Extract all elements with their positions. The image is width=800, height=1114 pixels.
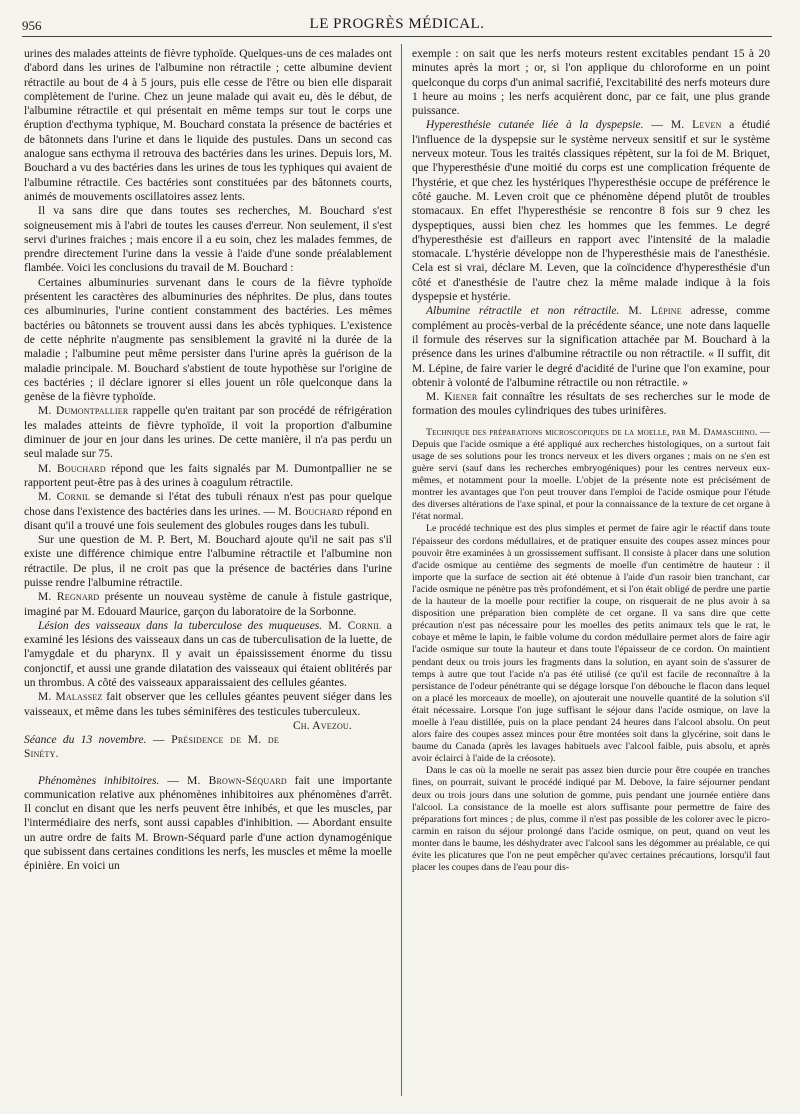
paragraph-text: — Depuis que l'acide osmique a été appliqué aux recherches histologiques, on a surtout fait usage de ses solutions pour les troncs nerveux et les divers organes ; mais on ne s'en est guère servi (sauf dans les recherches embryogéniques) pour les centres nerveux eux-mêmes, et notamment pour la moelle. L'objet de la présente note est précisément de montrer les avantages que l'on peut trouver dans l'emploi de l'acide osmique pour l'étude des diverses altérations de l'axe spinal, et pour la connaissance de la texture de cet organe à l'état normal. — [412, 426, 770, 523]
speaker-name: — M. Leven — [643, 119, 722, 132]
paragraph: Sur une question de M. P. Bert, M. Bouchard ajoute qu'il ne sait pas s'il existe une différence chimique entre l'albumine rétractile et l'albumine non rétractile. De plus, il ne croit pas que la présence de bactéries dans l'urine puisse rendre l'albumine rétractile. — [24, 534, 392, 589]
paragraph-text: a étudié l'influence de la dyspepsie sur le système nerveux sensitif et sur le système nerveux moteur. Tous les traités classiques répètent, sur la foi de M. Briquet, que l'hyperesthésie d'une moitié du corps est une complication fréquente de l'hystérie, et que chez les hystériques l'hyperesthésie occupe de préférence le côté gauche. M. Leven croit que ce phénomène dépend plutôt de troubles stomacaux. En effet l'hyperesthésie se rencontre 8 fois sur 9 chez les dyspeptiques, aussi bien chez les hommes que les femmes. Le degré d'hyperesthésie est d'ailleurs en rapport avec l'intensité de la maladie stomacale. L'hystérie développe non de l'hyperesthésie mais de l'anesthésie. Cela est si vrai, déclare M. Leven, que la coïncidence d'hyperesthésie d'un côté et d'anesthésie de l'autre chez la même malade indique à la fois dyspepsie et hystérie. — [412, 119, 771, 304]
paragraph — [412, 118, 770, 304]
paragraph — [412, 390, 770, 419]
column-divider — [401, 44, 402, 1096]
paragraph — [24, 774, 392, 874]
page-number: 956 — [22, 18, 42, 33]
paragraph-text: présente un nouveau système de canule à fistule gastrique, imaginé par M. Edouard Maurice, garçon du laboratoire de la Sorbonne. — [24, 591, 392, 618]
speaker-name: M. Malassez — [38, 691, 103, 704]
paragraph-text: adresse, comme complément au procès-verbal de la précédente séance, une note dans laquelle il formule des réserves sur la signification attachée par M. Bouchard à la présence dans les urines d'albumine rétractile ou non rétractile. « Il suffit, dit M. Lépine, de faire varier le degré d'acidité de l'urine que l'on examine, pour obtenir à volonté de l'albumine rétractile ou non rétractile. » — [412, 305, 770, 389]
speaker-name: — M. Brown-Séquard — [159, 774, 287, 787]
speaker-name: M. Dumontpallier — [38, 405, 129, 418]
paragraph-text: répond en disant qu'il a trouvé une fois seulement des globules rouges dans les tubuli. — [24, 505, 392, 532]
note-author: par M. Damaschino. — [669, 426, 758, 438]
paragraph: Le procédé technique est des plus simples et permet de faire agir le réactif dans toute l'épaisseur des cordons médullaires, et de pratiquer ensuite des coupes assez minces pour pouvoir être examinées à un grossissement suffisant. Il consiste à placer dans une solution d'acide osmique au centième des segments de moelle d'un centimètre de hauteur : il importe que la surface de section ait été obtenue à l'aide d'un rasoir bien tranchant, car l'acide osmique ne pénètre pas très profondément, et si l'on était obligé de perdre une partie de la hauteur de la moelle pour rectifier la coupe, on risquerait de ne plus avoir à sa disposition une préparation bien complète de cet organe. Il va sans dire que cette précaution n'est pas nécessaire pour les moelles des petits animaux tels que le rat, le cobaye et même le lapin, le faible volume du cordon médullaire permet alors de faire agir l'acide osmique sur toute la hauteur et dans toute l'épaisseur de ce cordon. On maintient pendant deux ou trois jours les fragments dans la solution, en ayant soin de s'assurer de temps à autre que tout l'acide n'a pas été utilisé (ce qu'il est facile de reconnaître à la persistance de l'odeur pénétrante qui se dégage lorsque l'on débouche le flacon dans lequel on a placé les morceaux de moelle), on ajouterait une nouvelle quantité de la solution s'il était nécessaire. Lorsque l'on juge suffisant le séjour dans l'acide osmique, on lave la moelle à l'eau distillée, puis on la place pendant 24 heures dans l'alcool absolu. On peut alors faire des coupes assez minces pour être montées soit dans la glycérine, soit dans le baume du Canada (après les lavages habituels avec l'alcool faible, puis absolu, et après avoir éclairci à l'aide de la créosote). — [412, 523, 770, 765]
session-presidency: — Présidence de M. de Sinéty. — [24, 733, 279, 761]
paragraph: Certaines albuminuries survenant dans le cours de la fièvre typhoïde présentent les caractères des albuminuries des néphrites. De plus, dans toutes ces albuminuries, l'urine contient constamment des bactéries. Les mêmes bactéries ou bâtonnets se trouvent aussi dans les abcès typhiques. L'existence de cette néphrite n'augmente pas sensiblement la gravité ni la durée de la maladie ; l'albumine peut même persister dans l'urine après la guérison de la maladie principale. M. Bouchard s'abstient de toute hypothèse sur l'origine de ces bactéries ; il déclare ignorer si elles jouent un rôle quelconque dans la genèse de la fièvre typhoïde. — [24, 276, 392, 404]
paragraph-text: se demande si l'état des tubuli rénaux n'est pas pour quelque chose dans l'existence des bactéries dans les urines. — — [24, 491, 392, 518]
speaker-name: M. Bouchard — [277, 505, 344, 518]
section-title: Lésion des vaisseaux dans la tuberculose des muqueuses. — [38, 619, 323, 632]
paragraph-text: rappelle qu'en traitant par son procédé de réfrigération les malades atteints de fièvre typhoïde, il voit la proportion d'albumine diminuer de jour en jour dans les urines. De cette manière, il n'a pas perdu un seul malade sur 75. — [24, 405, 392, 461]
section-title: Albumine rétractile et non rétractile. — [426, 305, 620, 318]
paragraph — [412, 427, 770, 524]
paragraph — [24, 490, 392, 533]
left-column — [24, 47, 392, 874]
technique-note — [412, 427, 770, 874]
speaker-name: M. Cornil — [38, 491, 90, 504]
journal-title: LE PROGRÈS MÉDICAL. — [309, 16, 485, 32]
author-signature: Ch. Avezou. — [292, 719, 352, 732]
paragraph: urines des malades atteints de fièvre typhoïde. Quelques-uns de ces malades ont d'abord dans les urines de l'albumine non rétractile ; cette albumine devient rétractile au bout de 4 à 5 jours, puis elle cesse de l'être ou bien elle disparait complètement de l'urine. Chez un jeune malade qui avait eu, dès le début, de l'albumine rétractile et qui présentait en même temps sur tout le corps une éruption d'ecthyma typhique, M. Bouchard constata la présence de bactéries et de bâtonnets dans l'urine et dans le liquide des pustules. Dans un second cas analogue sans ecthyma il retrouva des bactéries dans les urines. Depuis lors, M. Bouchard a vu des bactéries dans les urines de tous les typhiques qui avaient de l'albumine rétractile. Ces bactéries sont constituées par des bâtonnets courts, animés de mouvements oscillatoires assez lents. — [24, 48, 392, 203]
paragraph: Dans le cas où la moelle ne serait pas assez bien durcie pour être coupée en tranches fines, on pourrait, suivant le procédé indiqué par M. Debove, la faire séjourner pendant deux ou trois jours dans une solution de gomme, puis pendant une journée entière dans l'alcool. La consistance de la moelle est alors suffisante pour permettre de faire des préparations fort minces ; de plus, comme il n'est pas possible de les colorer avec le picro-carmin en raison du séjour prolongé dans l'acide osmique, on peut, quand on veut les monter dans le baume, les déshydrater avec l'alcool sans les dégommer au préalable, ce qui évite les plicatures que l'on ne peut empêcher qu'avec certaines précautions, lorsqu'il faut placer les coupes dans de l'eau pour dis- — [412, 765, 770, 874]
section-title: Phénomènes inhibitoires. — [38, 774, 160, 787]
paragraph-text: a examiné les lésions des vaisseaux dans un cas de tuberculisation de la luette, de l'amygdale et du pharynx. Il y avait un épaississement énorme du tissu conjonctif, et aussi une grande dilatation des vaisseaux qui étaient oblitérés par un thrombus. A côté des vaisseaux apparaissaient des cellules géantes. — [24, 619, 392, 690]
paragraph — [24, 690, 392, 732]
paragraph — [24, 590, 392, 619]
section-title: Hyperesthésie cutanée liée à la dyspepsie. — [426, 119, 644, 132]
paragraph: exemple : on sait que les nerfs moteurs restent excitables pendant 15 à 20 minutes après la mort ; or, si l'on applique du chloroforme en un point quelconque du corps d'un animal sacrifié, l'excitabilité des nerfs moteurs dure 1 heure au moins ; les nerfs acquièrent donc, par ce fait, une plus grande puissance. — [412, 48, 770, 118]
speaker-name: M. Regnard — [38, 591, 100, 604]
session-heading — [24, 733, 392, 762]
paragraph — [24, 619, 392, 690]
paragraph: Il va sans dire que dans toutes ses recherches, M. Bouchard s'est soigneusement mis à l'abri de toutes les causes d'erreur. Non seulement, il s'est servi d'urines fraiches ; mais encore il a eu soin, chez les malades femmes, de prendre directement l'urine dans la vessie à l'aide d'une sonde préalablement flambée. Voici les conclusions du travail de M. Bouchard : — [24, 205, 392, 275]
paragraph — [412, 304, 770, 390]
paragraph — [24, 462, 392, 491]
note-title: Technique des préparations microscopiques de la moelle, — [426, 426, 670, 438]
proceedings-block — [412, 47, 770, 419]
right-column — [412, 47, 770, 874]
speaker-name: M. Lépine — [619, 305, 682, 318]
paragraph-text: fait observer que les cellules géantes peuvent siéger dans les vaisseaux, et même dans les tubes séminifères des testicules tuberculeux. — [24, 691, 392, 718]
speaker-name: M. Bouchard — [38, 462, 106, 475]
speaker-name: M. Kiener — [426, 391, 478, 404]
paragraph-text: répond que les faits signalés par M. Dumontpallier ne se rapportent peut-être pas à des urines à coagulum rétractile. — [24, 462, 393, 489]
page-header — [22, 14, 772, 37]
paragraph — [24, 404, 392, 461]
session-date: Séance du 13 novembre. — [24, 733, 147, 746]
paragraph-text: fait connaître les résultats de ses recherches sur le mode de formation des moules cylindriques des tubes urinifères. — [412, 391, 770, 418]
speaker-name: M. Cornil — [322, 619, 382, 632]
paragraph-text: fait une importante communication relative aux phénomènes inhibitoires aux phénomènes d'arrêt. Il conclut en disant que les nerfs peuvent être inhibés, et que les muscles, par l'intermédiaire des nerfs, sont aussi capables d'inhibition. — Abordant ensuite un autre ordre de faits M. Brown-Séquard parle d'une action dynamogénique que subissent dans certaines conditions les nerfs, les muscles et même la moelle épinière. En voici un — [24, 774, 393, 873]
